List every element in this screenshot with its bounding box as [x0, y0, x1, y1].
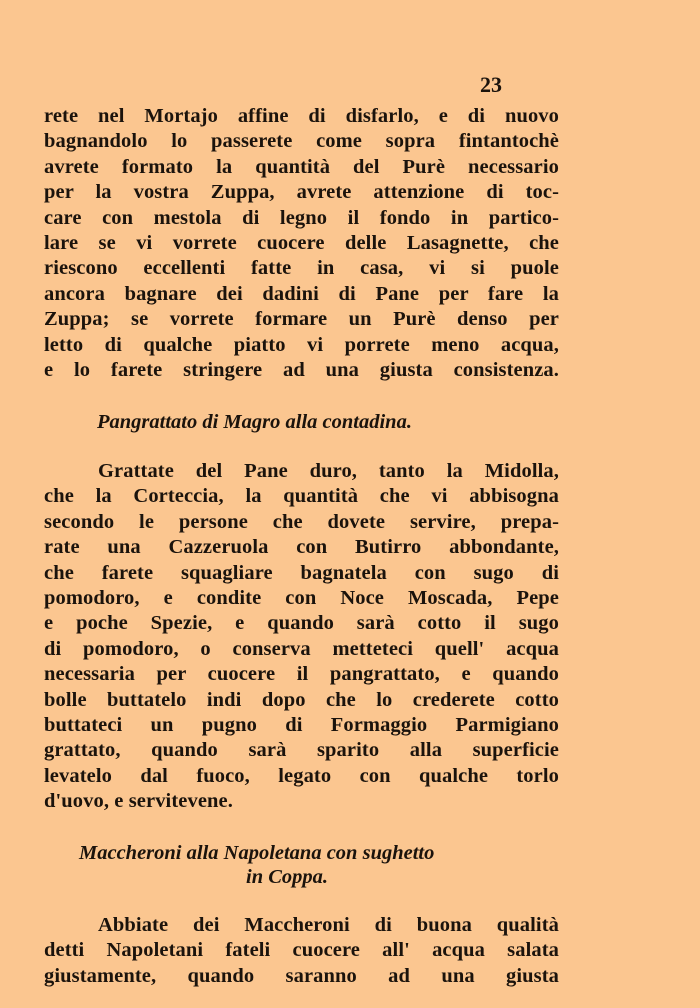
paragraph-pangrattato — [44, 459, 559, 815]
text-line: rete nel Mortajo affine di disfarlo, e di nuovo — [44, 105, 559, 127]
text-line: che la Corteccia, la quantità che vi abbisogna — [44, 485, 559, 508]
text-line: letto di qualche piatto vi porrete meno acqua, — [44, 333, 559, 356]
text-line: ancora bagnare dei dadini di Pane per fare la — [44, 282, 559, 305]
recipe-heading-maccheroni: Maccheroni alla Napoletana con sughetto — [79, 842, 435, 864]
text-line: e poche Spezie, e quando sarà cotto il sugo — [44, 612, 559, 635]
text-line: detti Napoletani fateli cuocere all' acqua salata — [44, 939, 559, 962]
text-line: che farete squagliare bagnatela con sugo di — [44, 561, 559, 584]
text-line: per la vostra Zuppa, avrete attenzione di toc- — [44, 181, 559, 204]
recipe-heading-pangrattato: Pangrattato di Magro alla contadina. — [97, 411, 412, 433]
text-line: Zuppa; se vorrete formare un Purè denso per — [44, 308, 559, 331]
recipe-heading-maccheroni-continued: in Coppa. — [246, 866, 329, 888]
text-line: lare se vi vorrete cuocere delle Lasagnette, che — [44, 232, 559, 255]
text-line: riescono eccellenti fatte in casa, vi si puole — [44, 257, 559, 280]
text-line: buttateci un pugno di Formaggio Parmigiano — [44, 714, 559, 737]
paragraph-maccheroni — [44, 913, 559, 989]
text-line: Grattate del Pane duro, tanto la Midolla, — [98, 460, 559, 482]
text-line: d'uovo, e servitevene. — [44, 790, 233, 813]
text-line: avrete formato la quantità del Purè necessario — [44, 155, 559, 178]
text-line: giustamente, quando saranno ad una giusta — [44, 964, 559, 987]
text-line: bagnandolo lo passerete come sopra fintantochè — [44, 130, 559, 153]
text-line: necessaria per cuocere il pangrattato, e quando — [44, 663, 559, 686]
page-number: 23 — [480, 72, 502, 97]
text-line: care con mestola di legno il fondo in partico- — [44, 206, 559, 229]
text-line: e lo farete stringere ad una giusta consistenza. — [44, 359, 559, 382]
text-line: bolle buttatelo indi dopo che lo crederete cotto — [44, 688, 559, 711]
text-line: Abbiate dei Maccheroni di buona qualità — [98, 914, 559, 936]
text-line: levatelo dal fuoco, legato con qualche torlo — [44, 764, 559, 787]
paragraph-purè-continuation — [44, 104, 559, 383]
text-line: pomodoro, e condite con Noce Moscada, Pepe — [44, 587, 559, 610]
text-line: secondo le persone che dovete servire, prepa- — [44, 510, 559, 533]
text-line: grattato, quando sarà sparito alla superficie — [44, 739, 559, 762]
text-line: rate una Cazzeruola con Butirro abbondante, — [44, 536, 559, 559]
text-line: di pomodoro, o conserva metteteci quell' acqua — [44, 637, 559, 660]
